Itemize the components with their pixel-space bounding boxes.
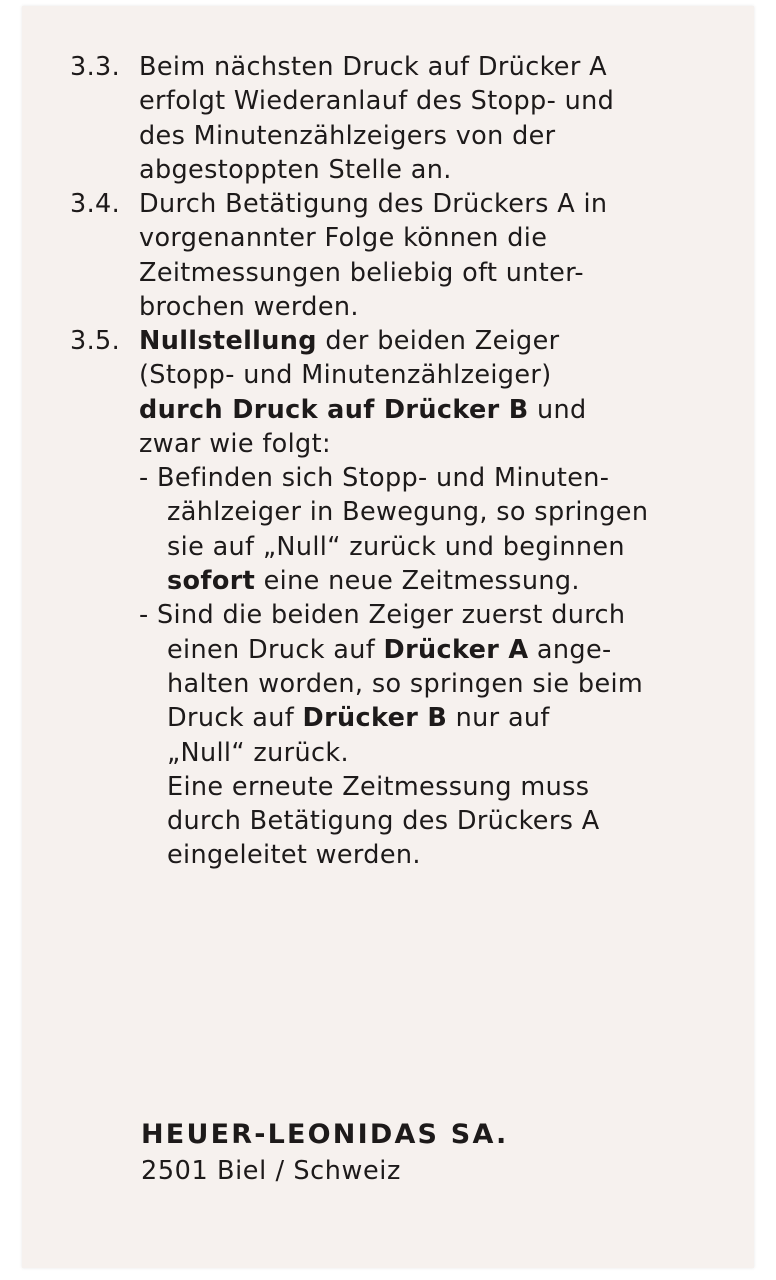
- bold-term: Drücker A: [383, 634, 529, 665]
- text-line: sie auf „Null“ zurück und beginnen: [167, 531, 625, 562]
- bold-term: sofort: [167, 566, 256, 597]
- section-body: [139, 324, 750, 873]
- company-address: 2501 Biel / Schweiz: [141, 1156, 401, 1186]
- text-line: [139, 701, 750, 735]
- text-line: [139, 564, 750, 598]
- text-line: Zeitmessungen beliebig oft unter-: [139, 257, 584, 288]
- bold-term: durch Druck auf Drücker B: [139, 394, 529, 425]
- text-line: abgestoppten Stelle an.: [139, 154, 452, 185]
- text-run: Druck auf: [167, 703, 303, 734]
- bold-term: Drücker B: [302, 703, 448, 734]
- company-name: HEUER-LEONIDAS SA.: [141, 1119, 509, 1150]
- text-line: des Minutenzählzeigers von der: [139, 120, 556, 151]
- text-line: - Sind die beiden Zeiger zuerst durch: [139, 600, 626, 631]
- text-line: durch Betätigung des Drückers A: [167, 806, 600, 837]
- imprint: [141, 1116, 509, 1188]
- text-line: [139, 633, 750, 667]
- text-line: Durch Betätigung des Drückers A in: [139, 189, 608, 219]
- text-line: [139, 324, 750, 358]
- bold-term: Nullstellung: [139, 326, 317, 356]
- text-run: ange-: [528, 634, 612, 665]
- text-line: brochen werden.: [139, 291, 359, 322]
- bullet-item: [139, 461, 750, 598]
- section-body: [139, 187, 750, 324]
- text-line: - Befinden sich Stopp- und Minuten-: [139, 463, 610, 494]
- section-number: 3.3.: [70, 52, 121, 82]
- section-3-5: [70, 324, 750, 873]
- text-line: eingeleitet werden.: [167, 840, 421, 871]
- section-body: [139, 50, 750, 187]
- bullet-item: [139, 598, 750, 872]
- text-run: nur auf: [447, 703, 550, 734]
- text-line: Eine erneute Zeitmessung muss: [167, 771, 590, 802]
- text-line: zwar wie folgt:: [139, 428, 331, 459]
- text-line: halten worden, so springen sie beim: [167, 668, 644, 699]
- text-run: einen Druck auf: [167, 634, 384, 665]
- section-3-3: [70, 50, 750, 187]
- section-number: 3.4.: [70, 189, 121, 219]
- text-line: Beim nächsten Druck auf Drücker A: [139, 52, 607, 82]
- text-line: „Null“ zurück.: [167, 737, 349, 768]
- text-line: zählzeiger in Bewegung, so springen: [167, 497, 649, 528]
- section-number: 3.5.: [70, 326, 121, 356]
- text-run: der beiden Zeiger: [316, 326, 560, 356]
- section-3-4: [70, 187, 750, 324]
- text-run: eine neue Zeitmessung.: [255, 566, 580, 597]
- text-line: [139, 393, 750, 427]
- text-line: erfolgt Wiederanlauf des Stopp- und: [139, 86, 615, 117]
- text-line: (Stopp- und Minutenzählzeiger): [139, 360, 552, 391]
- text-line: vorgenannter Folge können die: [139, 223, 548, 254]
- text-run: und: [528, 394, 587, 425]
